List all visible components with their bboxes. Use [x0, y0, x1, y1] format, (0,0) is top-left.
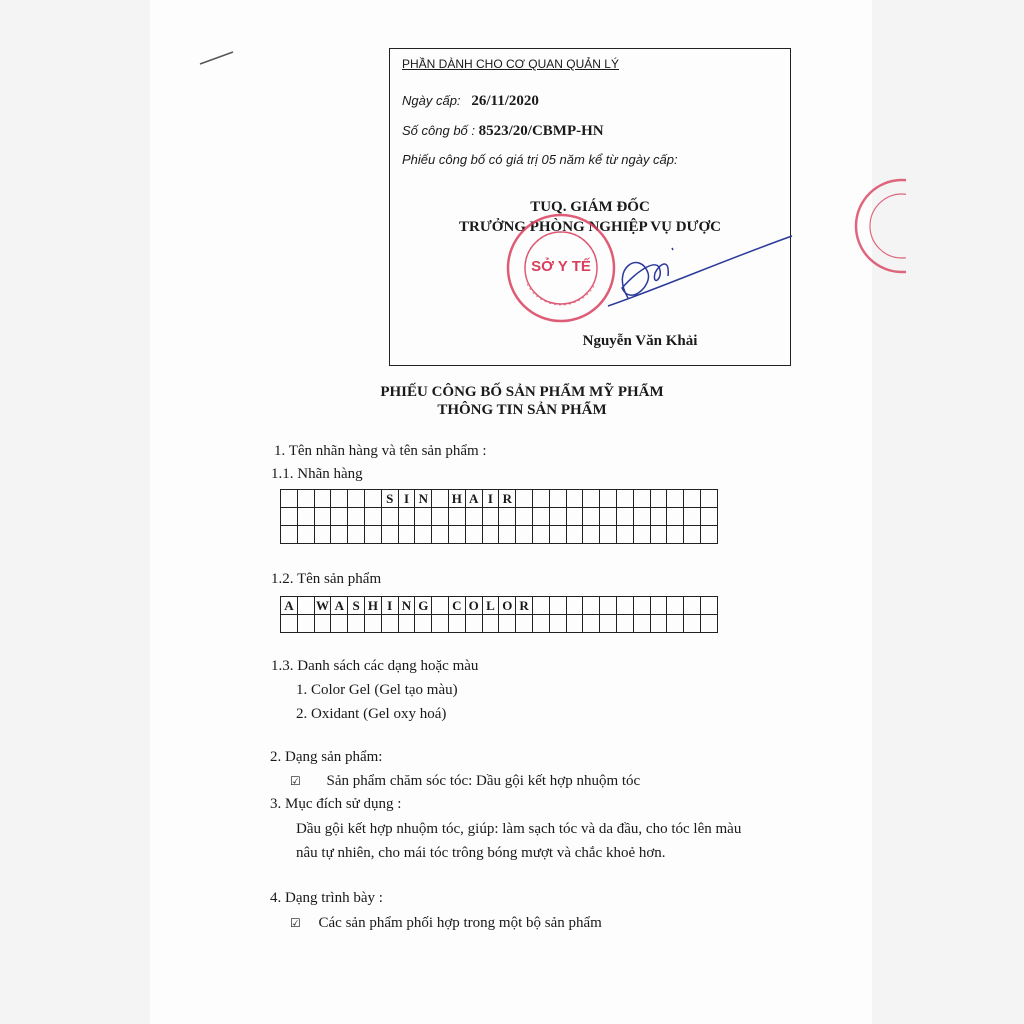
section-1-1-heading: 1.1. Nhãn hàng — [271, 466, 363, 482]
grid-cell — [381, 615, 398, 633]
grid-cell: S — [381, 490, 398, 508]
grid-row — [281, 597, 718, 615]
scan-mark-icon — [195, 44, 240, 74]
grid-cell — [684, 490, 701, 508]
grid-cell — [331, 508, 348, 526]
grid-cell — [566, 597, 583, 615]
grid-cell — [532, 508, 549, 526]
grid-cell — [600, 490, 617, 508]
grid-cell — [667, 490, 684, 508]
grid-cell — [432, 526, 449, 544]
grid-cell — [281, 615, 298, 633]
grid-cell — [314, 526, 331, 544]
grid-cell — [532, 615, 549, 633]
number-label: Số công bố : — [402, 123, 475, 138]
doc-title: PHIẾU CÔNG BỐ SẢN PHẨM MỸ PHẨM — [380, 384, 664, 400]
grid-cell: A — [331, 597, 348, 615]
grid-cell — [516, 615, 533, 633]
admin-box-header: PHẦN DÀNH CHO CƠ QUAN QUẢN LÝ — [402, 57, 619, 71]
grid-cell — [364, 508, 381, 526]
grid-cell: S — [348, 597, 365, 615]
grid-cell — [583, 526, 600, 544]
grid-cell — [532, 526, 549, 544]
grid-cell — [667, 508, 684, 526]
grid-cell — [297, 508, 314, 526]
grid-cell — [482, 526, 499, 544]
grid-cell — [616, 615, 633, 633]
grid-cell — [398, 615, 415, 633]
grid-cell — [549, 615, 566, 633]
grid-cell — [650, 597, 667, 615]
grid-cell — [465, 508, 482, 526]
grid-cell — [415, 615, 432, 633]
grid-cell — [364, 490, 381, 508]
section-3-heading: 3. Mục đích sử dụng : — [270, 796, 402, 812]
list-item: 1. Color Gel (Gel tạo màu) — [296, 682, 458, 698]
grid-cell: A — [281, 597, 298, 615]
grid-cell: I — [482, 490, 499, 508]
grid-cell — [616, 490, 633, 508]
grid-cell — [297, 615, 314, 633]
section-1-2-heading: 1.2. Tên sản phẩm — [271, 571, 382, 587]
grid-cell: L — [482, 597, 499, 615]
grid-cell — [348, 526, 365, 544]
grid-row — [281, 490, 718, 508]
grid-cell — [549, 508, 566, 526]
grid-cell — [600, 526, 617, 544]
grid-cell — [667, 597, 684, 615]
grid-cell — [684, 508, 701, 526]
grid-cell — [499, 526, 516, 544]
grid-cell — [331, 490, 348, 508]
grid-cell — [499, 508, 516, 526]
grid-cell — [281, 490, 298, 508]
grid-cell — [364, 615, 381, 633]
grid-cell — [633, 615, 650, 633]
grid-cell — [566, 508, 583, 526]
grid-cell — [432, 597, 449, 615]
grid-cell — [566, 526, 583, 544]
grid-cell — [516, 526, 533, 544]
grid-cell — [465, 615, 482, 633]
partial-seal — [846, 178, 906, 278]
section-4-item-label: Các sản phẩm phối hợp trong một bộ sản phẩm — [318, 915, 602, 931]
partial-seal-icon — [846, 178, 906, 278]
section-2-checked-item — [290, 773, 640, 790]
grid-cell — [600, 508, 617, 526]
grid-cell: N — [398, 597, 415, 615]
section-2-item-label: Sản phẩm chăm sóc tóc: Dầu gội kết hợp nhuộm tóc — [326, 773, 641, 789]
grid-cell: G — [415, 597, 432, 615]
grid-cell — [281, 526, 298, 544]
issue-date-line — [402, 93, 539, 110]
grid-cell — [532, 597, 549, 615]
grid-cell — [516, 508, 533, 526]
grid-cell: I — [381, 597, 398, 615]
grid-cell: O — [499, 597, 516, 615]
grid-row — [281, 615, 718, 633]
publish-number: 8523/20/CBMP-HN — [478, 123, 604, 139]
grid-cell — [667, 526, 684, 544]
grid-cell — [465, 526, 482, 544]
grid-cell — [616, 526, 633, 544]
grid-cell — [650, 490, 667, 508]
validity-text: Phiếu công bố có giá trị 05 năm kể từ ngày cấp: — [402, 152, 678, 167]
grid-cell: W — [315, 597, 329, 613]
grid-cell — [532, 490, 549, 508]
grid-cell — [650, 615, 667, 633]
grid-cell — [415, 526, 432, 544]
issue-date-label: Ngày cấp: — [402, 93, 461, 108]
doc-subtitle: THÔNG TIN SẢN PHẨM — [437, 402, 607, 418]
grid-cell — [650, 526, 667, 544]
grid-cell — [297, 490, 314, 508]
grid-cell — [448, 526, 465, 544]
issue-date: 26/11/2020 — [471, 93, 539, 109]
grid-cell: N — [415, 490, 432, 508]
grid-cell — [566, 490, 583, 508]
grid-cell — [314, 615, 331, 633]
grid-cell — [684, 615, 701, 633]
grid-cell — [549, 490, 566, 508]
grid-cell — [700, 508, 717, 526]
grid-cell: C — [448, 597, 465, 615]
grid-cell — [331, 615, 348, 633]
grid-cell: A — [465, 490, 482, 508]
grid-row — [281, 508, 718, 526]
grid-cell — [700, 490, 717, 508]
grid-cell — [314, 508, 331, 526]
grid-cell — [633, 526, 650, 544]
grid-cell — [549, 526, 566, 544]
grid-row — [281, 526, 718, 544]
grid-cell — [482, 508, 499, 526]
grid-cell — [616, 597, 633, 615]
grid-cell — [700, 526, 717, 544]
brand-grid — [280, 489, 718, 544]
grid-cell — [432, 508, 449, 526]
grid-cell — [600, 597, 617, 615]
grid-cell — [566, 615, 583, 633]
grid-cell — [364, 526, 381, 544]
grid-cell — [398, 508, 415, 526]
signer-title-2: TRƯỞNG PHÒNG NGHIỆP VỤ DƯỢC — [459, 219, 721, 235]
grid-cell — [516, 490, 533, 508]
section-1-heading: 1. Tên nhãn hàng và tên sản phẩm : — [274, 443, 487, 459]
grid-cell — [297, 597, 314, 615]
product-name-grid — [280, 596, 718, 633]
grid-cell — [432, 615, 449, 633]
grid-cell — [600, 615, 617, 633]
checkbox-checked-icon: ☑ — [290, 916, 301, 930]
grid-cell — [583, 597, 600, 615]
grid-cell — [583, 508, 600, 526]
grid-cell — [348, 508, 365, 526]
grid-cell — [616, 508, 633, 526]
grid-cell — [684, 526, 701, 544]
grid-cell: R — [516, 597, 533, 615]
grid-cell — [700, 615, 717, 633]
grid-cell — [297, 526, 314, 544]
grid-cell — [482, 615, 499, 633]
grid-cell — [432, 490, 449, 508]
grid-cell — [331, 526, 348, 544]
section-4-heading: 4. Dạng trình bày : — [270, 890, 383, 906]
list-item: 2. Oxidant (Gel oxy hoá) — [296, 706, 447, 722]
grid-cell — [314, 490, 331, 508]
grid-cell — [415, 508, 432, 526]
grid-cell: H — [364, 597, 381, 615]
grid-cell — [499, 615, 516, 633]
grid-cell — [398, 526, 415, 544]
grid-cell — [650, 508, 667, 526]
grid-cell: H — [448, 490, 465, 508]
section-3-text-line: Dầu gội kết hợp nhuộm tóc, giúp: làm sạch tóc và da đầu, cho tóc lên màu — [296, 821, 742, 837]
signer-name: Nguyễn Văn Khải — [582, 333, 698, 349]
number-line — [402, 123, 604, 140]
section-3-text-line: nâu tự nhiên, cho mái tóc trông bóng mượt và chắc khoẻ hơn. — [296, 845, 666, 861]
grid-cell — [633, 597, 650, 615]
grid-cell — [281, 508, 298, 526]
grid-cell — [381, 526, 398, 544]
grid-cell — [684, 597, 701, 615]
signer-title-1: TUQ. GIÁM ĐỐC — [530, 199, 650, 215]
checkbox-checked-icon: ☑ — [290, 774, 301, 788]
grid-cell — [448, 615, 465, 633]
signature-icon — [600, 228, 800, 318]
grid-cell — [700, 597, 717, 615]
grid-cell — [583, 615, 600, 633]
grid-cell — [583, 490, 600, 508]
grid-cell — [348, 490, 365, 508]
grid-cell: I — [398, 490, 415, 508]
grid-cell: R — [499, 490, 516, 508]
seal-text: SỞ Y TẾ — [531, 258, 591, 275]
grid-cell — [549, 597, 566, 615]
grid-cell — [633, 508, 650, 526]
grid-cell — [381, 508, 398, 526]
grid-cell: O — [465, 597, 482, 615]
section-1-3-heading: 1.3. Danh sách các dạng hoặc màu — [271, 658, 479, 674]
grid-cell — [667, 615, 684, 633]
grid-cell — [348, 615, 365, 633]
grid-cell — [633, 490, 650, 508]
section-4-checked-item — [290, 915, 602, 932]
grid-cell — [448, 508, 465, 526]
section-2-heading: 2. Dạng sản phẩm: — [270, 749, 383, 765]
